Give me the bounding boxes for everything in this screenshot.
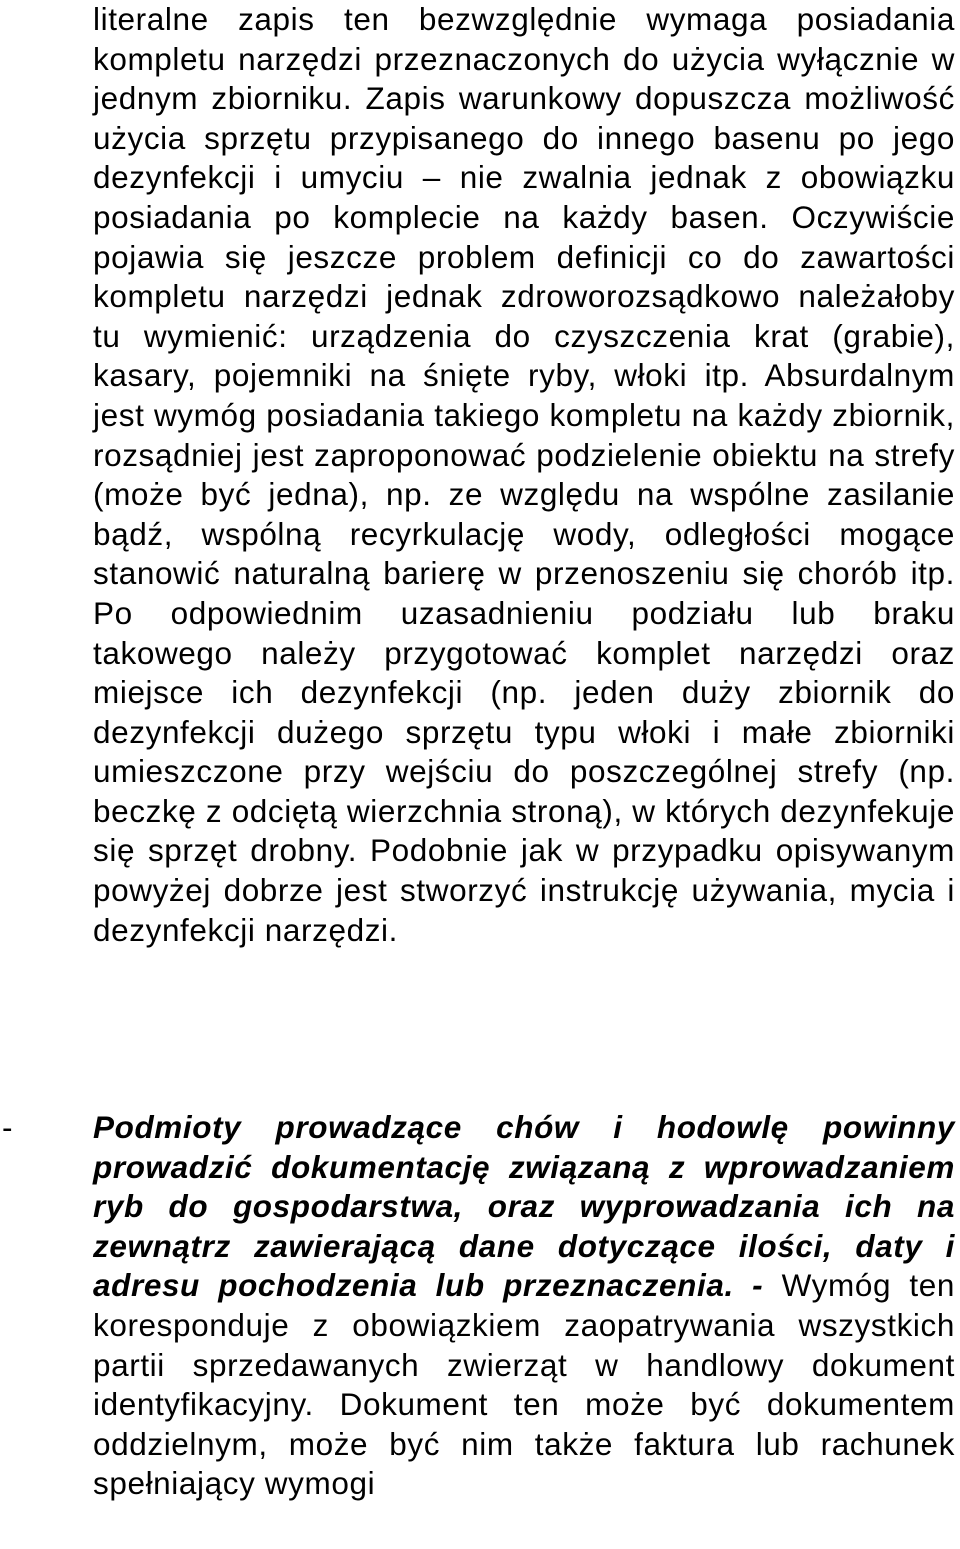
requirement-emphasis: Podmioty prowadzące chów i hodowlę powinny prowadzić dokumentację związaną z wprowadzaniem ryb do gospodarstwa, oraz wyprowadzania ich na zewnątrz zawierającą dane dotyczące ilości, daty i adresu pochodzenia lub przeznaczenia. - — [93, 1109, 955, 1304]
paragraph-tools-disinfection: literalne zapis ten bezwzględnie wymaga posiadania kompletu narzędzi przeznaczonych do użycia wyłącznie w jednym zbiorniku. Zapis warunkowy dopuszcza możliwość użycia sprzętu przypisanego do innego basenu po jego dezynfekcji i umyciu – nie zwalnia jednak z obowiązku posiadania po komplecie na każdy basen. Oczywiście pojawia się jeszcze problem definicji co do zawartości kompletu narzędzi jednak zdroworozsądkowo należałoby tu wymienić: urządzenia do czyszczenia krat (grabie), kasary, pojemniki na śnięte ryby, włoki itp. Absurdalnym jest wymóg posiadania takiego kompletu na każdy zbiornik, rozsądniej jest zaproponować podzielenie obiektu na strefy (może być jedna), np. ze względu na wspólne zasilanie bądź, wspólną recyrkulację wody, odległości mogące stanowić naturalną barierę w przenoszeniu się chorób itp. Po odpowiednim uzasadnieniu podziału lub braku takowego należy przygotować komplet narzędzi oraz miejsce ich dezynfekcji (np. jeden duży zbiornik do dezynfekcji dużego sprzętu typu włoki i małe zbiorniki umieszczone przy wejściu do poszczególnej strefy (np. beczkę z odciętą wierzchnia stroną), w których dezynfekuje się sprzęt drobny. Podobnie jak w przypadku opisywanym powyżej dobrze jest stworzyć instrukcję używania, mycia i dezynfekcji narzędzi. — [93, 1, 955, 948]
requirement-commentary: Wymóg ten koresponduje z obowiązkiem zaopatrywania wszystkich partii sprzedawanych zwierząt w handlowy dokument identyfikacyjny. Dokument ten może być dokumentem oddzielnym, może być nim także faktura lub rachunek spełniający wymogi — [93, 1267, 955, 1502]
bullet-marker: - — [2, 1109, 13, 1145]
paragraph-documentation-requirement — [93, 1108, 955, 1504]
